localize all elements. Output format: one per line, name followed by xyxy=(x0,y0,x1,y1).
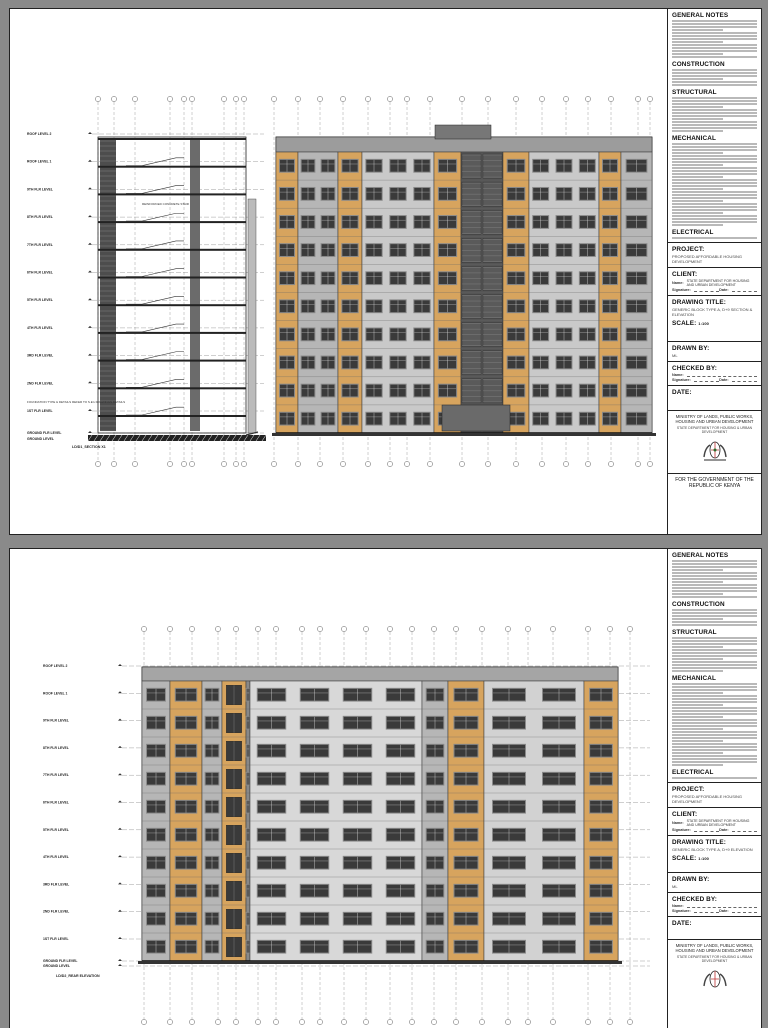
ministry-name: MINISTRY OF LANDS, PUBLIC WORKS, HOUSING AND URBAN DEVELOPMENT xyxy=(675,943,754,953)
signature-label: Signature: xyxy=(672,288,691,292)
level-marker xyxy=(88,215,92,217)
level-marker xyxy=(118,882,122,884)
mechanical-heading: MECHANICAL xyxy=(672,135,716,142)
level-marker xyxy=(88,354,92,356)
grid-bubble xyxy=(525,626,530,631)
grid-bubble xyxy=(585,461,590,466)
level-marker xyxy=(118,746,122,748)
level-label: 3RD FLR LEVEL xyxy=(43,882,70,887)
level-marker xyxy=(118,691,122,693)
structural-heading: STRUCTURAL xyxy=(672,629,717,636)
structural-heading: STRUCTURAL xyxy=(672,89,717,96)
grid-bubble xyxy=(181,461,186,466)
slab xyxy=(98,387,246,389)
grid-bubble xyxy=(340,96,345,101)
level-label: ROOF LEVEL 2 xyxy=(27,132,52,136)
grid-bubble xyxy=(459,96,464,101)
grid-bubble xyxy=(427,96,432,101)
grid-bubble xyxy=(387,461,392,466)
level-label: 7TH FLR LEVEL xyxy=(27,242,53,247)
level-label: 5TH FLR LEVEL xyxy=(43,827,69,832)
structural-notes-text xyxy=(668,637,761,672)
grid-bubble xyxy=(317,96,322,101)
grid-bubble xyxy=(340,461,345,466)
electrical-heading: ELECTRICAL xyxy=(672,229,714,236)
grid-bubble xyxy=(635,461,640,466)
grid-bubble xyxy=(317,626,322,631)
grid-bubble xyxy=(387,96,392,101)
level-marker xyxy=(118,801,122,803)
drawing-title-heading: DRAWING TITLE: xyxy=(672,839,726,846)
grid-bubble xyxy=(221,96,226,101)
level-marker xyxy=(118,828,122,830)
date-label: Date: xyxy=(719,828,729,832)
level-marker xyxy=(88,381,92,383)
grid-bubble xyxy=(459,461,464,466)
construction-heading: CONSTRUCTION xyxy=(672,601,725,608)
grid-bubble xyxy=(295,96,300,101)
level-label: GROUND FLR LEVEL xyxy=(43,959,78,963)
grid-bubble xyxy=(635,96,640,101)
drawn-by-value: ML xyxy=(672,884,678,889)
level-label: 3RD FLR LEVEL xyxy=(27,353,54,358)
grid-bubble xyxy=(273,626,278,631)
grid-bubble xyxy=(95,96,100,101)
level-marker xyxy=(88,160,92,162)
grid-bubble xyxy=(341,626,346,631)
level-marker xyxy=(118,664,122,666)
project-heading: PROJECT: xyxy=(672,246,705,253)
level-label: 6TH FLR LEVEL xyxy=(43,800,69,805)
grid-bubble xyxy=(608,96,613,101)
client-name-value: STATE DEPARTMENT FOR HOUSING AND URBAN DEVELOPMENT xyxy=(686,279,750,287)
grid-bubble xyxy=(271,461,276,466)
grid-bubble xyxy=(167,96,172,101)
grid-bubble xyxy=(299,626,304,631)
section-caption: LD/D1_SECTION X1 xyxy=(72,445,106,449)
level-label: GROUND LEVEL xyxy=(43,964,70,968)
construction-heading: CONSTRUCTION xyxy=(672,61,725,68)
slab xyxy=(98,277,246,279)
level-marker xyxy=(88,326,92,328)
general-notes-heading: GENERAL NOTES xyxy=(672,12,729,19)
mechanical-notes-text xyxy=(668,683,761,766)
signature-label: Signature: xyxy=(672,828,691,832)
foundation-slab xyxy=(88,435,266,441)
grid-bubble xyxy=(132,461,137,466)
grid-bubble xyxy=(485,461,490,466)
grid-bubble xyxy=(189,96,194,101)
level-marker xyxy=(118,855,122,857)
grid-bubble xyxy=(513,96,518,101)
checked-by-heading: CHECKED BY: xyxy=(672,365,718,372)
plinth xyxy=(138,961,622,964)
date-heading: DATE: xyxy=(672,389,692,396)
level-marker xyxy=(88,271,92,273)
slab xyxy=(98,332,246,334)
level-label: 9TH FLR LEVEL xyxy=(27,187,53,192)
level-marker xyxy=(88,409,92,411)
project-value: PROPOSED AFFORDABLE HOUSING DEVELOPMENT xyxy=(672,794,743,804)
grid-bubble xyxy=(167,461,172,466)
level-label: 2ND FLR LEVEL xyxy=(43,909,70,914)
grid-bubble xyxy=(563,461,568,466)
grid-bubble xyxy=(365,461,370,466)
checked-signature-label: Signature: xyxy=(672,909,691,913)
client-name-label: Name: xyxy=(672,821,684,825)
slab xyxy=(98,166,246,168)
grid-bubble xyxy=(539,96,544,101)
elevation-caption: LD/D2_REAR ELEVATION xyxy=(56,974,100,978)
grid-bubble xyxy=(233,96,238,101)
checked-signature-label: Signature: xyxy=(672,378,691,382)
checked-name-label: Name: xyxy=(672,904,684,908)
coat-of-arms-icon xyxy=(700,437,730,463)
drawing-area-2 xyxy=(10,549,666,1028)
roof-parapet xyxy=(142,667,618,681)
level-label: 8TH FLR LEVEL xyxy=(43,745,69,750)
construction-notes-text xyxy=(668,609,761,626)
project-heading: PROJECT: xyxy=(672,786,705,793)
government-line-2: REPUBLIC OF KENYA xyxy=(688,483,741,489)
grid-bubble xyxy=(627,626,632,631)
grid-bubble xyxy=(585,96,590,101)
grid-bubble xyxy=(271,96,276,101)
grid-bubble xyxy=(141,626,146,631)
grid-bubble xyxy=(95,461,100,466)
grid-bubble xyxy=(409,626,414,631)
entrance-lobby xyxy=(442,405,510,431)
level-label: 2ND FLR LEVEL xyxy=(27,381,54,386)
drawing-title-value: GENERIC BLOCK TYPE A, D+9 ELEVATION xyxy=(672,847,753,852)
client-name-value: STATE DEPARTMENT FOR HOUSING AND URBAN DEVELOPMENT xyxy=(686,819,750,827)
slab xyxy=(98,360,246,362)
level-label: 6TH FLR LEVEL xyxy=(27,270,53,275)
grid-bubble xyxy=(317,461,322,466)
date-label: Date: xyxy=(719,288,729,292)
department-name: STATE DEPARTMENT FOR HOUSING & URBAN DEVELOPMENT xyxy=(676,955,753,963)
mechanical-notes-text xyxy=(668,143,761,226)
level-marker xyxy=(118,719,122,721)
level-label: 7TH FLR LEVEL xyxy=(43,773,69,778)
grid-bubble xyxy=(647,96,652,101)
drawn-by-heading: DRAWN BY: xyxy=(672,876,710,883)
grid-bubble xyxy=(513,461,518,466)
level-marker xyxy=(88,431,92,433)
foundation-note: FOUNDATION TYPE & DETAILS REFER TO S.E's DRAWINGS DETAILS xyxy=(27,400,126,404)
level-marker xyxy=(118,959,122,961)
level-label: GROUND FLR LEVEL xyxy=(27,431,62,435)
drawing-sheet-2 xyxy=(9,548,762,1028)
grid-bubble xyxy=(607,626,612,631)
structural-notes-text xyxy=(668,97,761,132)
level-label: ROOF LEVEL 2 xyxy=(43,664,68,668)
level-marker xyxy=(118,964,122,966)
slab xyxy=(98,138,246,140)
drawing-title-heading: DRAWING TITLE: xyxy=(672,299,726,306)
level-label: ROOF LEVEL 1 xyxy=(43,691,68,696)
section-breeze-wall xyxy=(100,139,116,431)
level-label: 9TH FLR LEVEL xyxy=(43,718,69,723)
department-name: STATE DEPARTMENT FOR HOUSING & URBAN DEVELOPMENT xyxy=(676,426,753,434)
level-label: 1ST FLR LEVEL xyxy=(27,409,53,413)
level-marker xyxy=(88,298,92,300)
grid-bubble xyxy=(585,626,590,631)
section-core-wall xyxy=(190,139,200,431)
level-label: GROUND LEVEL xyxy=(27,437,54,441)
rear-elevation-drawing xyxy=(10,549,666,1028)
scale-heading: SCALE: 1:100 xyxy=(672,320,710,327)
drawing-title-value: GENERIC BLOCK TYPE A, D+9 SECTION & ELEVATION xyxy=(672,307,753,317)
electrical-heading: ELECTRICAL xyxy=(672,769,714,776)
level-label: 4TH FLR LEVEL xyxy=(43,855,69,860)
grid-bubble xyxy=(295,461,300,466)
level-marker xyxy=(118,773,122,775)
stair-note: REINFORCED CONCRETE STAIR xyxy=(142,202,189,206)
level-marker xyxy=(118,937,122,939)
parapet-wall xyxy=(248,199,256,433)
drawing-area-1 xyxy=(10,9,666,534)
grid-bubble xyxy=(431,626,436,631)
grid-bubble xyxy=(539,461,544,466)
drawing-sheet-1 xyxy=(9,8,762,535)
grid-bubble xyxy=(427,461,432,466)
grid-bubble xyxy=(365,96,370,101)
grid-bubble xyxy=(221,461,226,466)
grid-bubble xyxy=(215,626,220,631)
grid-bubble xyxy=(479,626,484,631)
grid-bubble xyxy=(550,626,555,631)
general-notes-text xyxy=(668,20,761,58)
date-heading: DATE: xyxy=(672,920,692,927)
drawn-by-value: ML xyxy=(672,353,678,358)
grid-bubble xyxy=(453,626,458,631)
grid-bubble xyxy=(233,626,238,631)
electrical-notes-text xyxy=(668,237,761,239)
grid-bubble xyxy=(608,461,613,466)
slab xyxy=(98,415,246,417)
checked-name-label: Name: xyxy=(672,373,684,377)
drawn-by-heading: DRAWN BY: xyxy=(672,345,710,352)
grid-bubble xyxy=(233,461,238,466)
level-label: 4TH FLR LEVEL xyxy=(27,325,53,330)
slab xyxy=(98,304,246,306)
level-label: 8TH FLR LEVEL xyxy=(27,215,53,220)
client-heading: CLIENT: xyxy=(672,271,698,278)
scale-value: 1:100 xyxy=(698,321,710,326)
level-label: ROOF LEVEL 1 xyxy=(27,159,52,164)
checked-by-heading: CHECKED BY: xyxy=(672,896,718,903)
coat-of-arms-icon xyxy=(700,966,730,992)
government-line-1: FOR THE GOVERNMENT OF THE xyxy=(675,477,754,483)
level-marker xyxy=(88,132,92,134)
grid-bubble xyxy=(404,461,409,466)
grid-bubble xyxy=(111,461,116,466)
level-marker xyxy=(88,243,92,245)
scale-heading: SCALE: 1:100 xyxy=(672,855,710,862)
general-notes-text xyxy=(668,560,761,598)
level-marker xyxy=(88,187,92,189)
construction-notes-text xyxy=(668,69,761,86)
slab xyxy=(98,249,246,251)
title-block-2: GENERAL NOTES CONSTRUCTION STRUCTURAL MECHANICAL ELECTRICAL PROJECT: PROPOSED AFFORDABLE HOUSING DEVELOPMENT CLIENT: Name: STATE DEPARTMENT FOR HOUSING AND URBAN DEVELOPMENT Signature: Date: DRAWING TITLE: GENERIC BLOCK TYPE A, D+9 ELEVATION SCALE: 1:100 DRAWN BY: ML CHECKED BY: Name: Signature: Date: DATE: MINISTRY OF LANDS, PUBLIC WORKS, HOUSING AND URBAN DEVELOPMENT STATE DEPARTMENT FOR HOUSING & URBAN DEVELOPMENT xyxy=(667,549,761,1028)
grid-bubble xyxy=(485,96,490,101)
grid-bubble xyxy=(167,626,172,631)
general-notes-heading: GENERAL NOTES xyxy=(672,552,729,559)
grid-bubble xyxy=(111,96,116,101)
grid-bubble xyxy=(387,626,392,631)
electrical-notes-text xyxy=(668,777,761,779)
grid-bubble xyxy=(363,626,368,631)
level-label: 1ST FLR LEVEL xyxy=(43,937,69,941)
grid-bubble xyxy=(181,96,186,101)
plinth xyxy=(272,433,656,436)
grid-bubble xyxy=(505,626,510,631)
scale-value: 1:100 xyxy=(698,856,710,861)
section-elevation-drawing xyxy=(10,9,666,535)
grid-bubble xyxy=(132,96,137,101)
ministry-name: MINISTRY OF LANDS, PUBLIC WORKS, HOUSING AND URBAN DEVELOPMENT xyxy=(675,414,754,424)
mechanical-heading: MECHANICAL xyxy=(672,675,716,682)
grid-bubble xyxy=(255,626,260,631)
slab xyxy=(98,193,246,195)
client-name-label: Name: xyxy=(672,281,684,285)
level-label: 5TH FLR LEVEL xyxy=(27,298,53,303)
title-block-1: GENERAL NOTES CONSTRUCTION STRUCTURAL MECHANICAL ELECTRICAL PROJECT: PROPOSED AFFORDABLE HOUSING DEVELOPMENT CLIENT: Name: STATE DEPARTMENT FOR HOUSING AND URBAN DEVELOPMENT Signature: Date: DRAWING TITLE: GENERIC BLOCK TYPE A, D+9 SECTION & ELEVATION SCALE: 1:100 DRAWN BY: ML CHECKED BY: Name: Signature: Date: DATE: MINISTRY OF LANDS, PUBLIC WORKS, HOUSING AND URBAN DEVELOPMENT STATE DEPARTMENT FOR HOUSING & URBAN DEVELOPMENT FOR THE GOVERNMENT OF THE REPUBLIC OF KENYA xyxy=(667,9,761,534)
level-marker xyxy=(118,910,122,912)
stair-tower-roof xyxy=(435,125,491,139)
grid-bubble xyxy=(241,461,246,466)
client-heading: CLIENT: xyxy=(672,811,698,818)
project-value: PROPOSED AFFORDABLE HOUSING DEVELOPMENT xyxy=(672,254,743,264)
grid-bubble xyxy=(189,461,194,466)
grid-bubble xyxy=(404,96,409,101)
grid-bubble xyxy=(241,96,246,101)
grid-bubble xyxy=(647,461,652,466)
slab xyxy=(98,221,246,223)
grid-bubble xyxy=(563,96,568,101)
grid-bubble xyxy=(189,626,194,631)
